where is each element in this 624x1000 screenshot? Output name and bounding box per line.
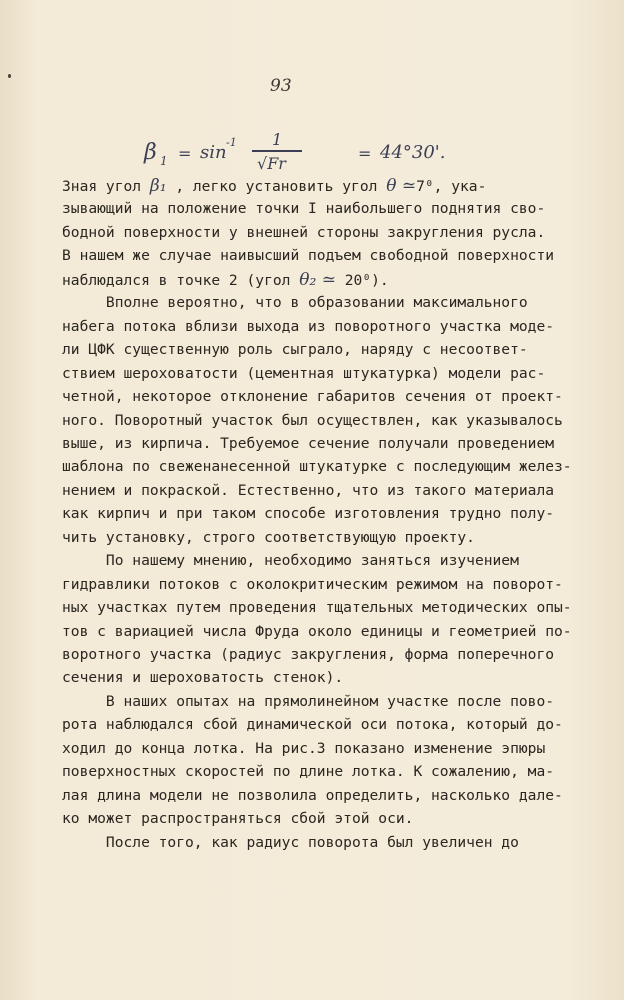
text-segment: четной, некоторое отклонение габаритов сечения от проект-: [62, 388, 563, 406]
text-segment: В наших опытах на прямолинейном участке после пово-: [62, 692, 555, 710]
formula-beta-symbol: β: [144, 140, 157, 165]
text-segment: бодной поверхности у внешней стороны закругления русла.: [62, 223, 546, 241]
formula-equals: =: [178, 144, 192, 163]
text-line: [62, 244, 554, 268]
text-segment: зывающий на положение точки I наибольшего поднятия сво-: [62, 200, 546, 218]
text-line: [62, 362, 545, 386]
text-segment: сечения и шероховатость стенок).: [62, 669, 344, 687]
text-segment: В нашем же случае наивысший подъем свободной поверхности: [62, 247, 555, 265]
text-segment: поверхностных скоростей по длине лотка. К сожалению, ма-: [62, 763, 555, 781]
text-segment: После того, как радиус поворота был увеличен до: [62, 833, 519, 851]
formula-denominator: √Fr: [257, 154, 286, 173]
text-line: [62, 526, 475, 550]
text-line: [62, 690, 554, 714]
text-line: [62, 760, 554, 784]
text-line: [62, 268, 389, 292]
text-segment: ных участках путем проведения тщательных методических опы-: [62, 599, 572, 617]
text-segment: ко может распространяться сбой этой оси.: [62, 810, 414, 828]
text-line: [62, 197, 545, 221]
text-line: [62, 713, 563, 737]
text-segment: набега потока вблизи выхода из поворотного участка моде-: [62, 317, 555, 335]
text-segment: лая длина модели не позволила определить, насколько дале-: [62, 786, 563, 804]
text-segment: , легко установить угол: [166, 178, 387, 195]
text-segment: гидравлики потоков с околокритическим режимом на поворот-: [62, 575, 563, 593]
text-line: [62, 807, 413, 831]
text-segment: выше, из кирпича. Требуемое сечение получали проведением: [62, 434, 555, 452]
text-line: [62, 502, 554, 526]
text-line: [62, 784, 563, 808]
text-segment: шаблона по свеженанесенной штукатурке с последующим желез-: [62, 458, 572, 476]
text-line: [62, 573, 563, 597]
text-line: [62, 666, 343, 690]
formula-fraction-bar: [252, 150, 302, 152]
text-line: [62, 596, 572, 620]
formula-equals-2: =: [358, 144, 372, 163]
text-segment: 7⁰, ука-: [416, 178, 487, 195]
text-segment: ходил до конца лотка. На рис.3 показано изменение эпюры: [62, 739, 546, 757]
text-line: [62, 737, 545, 761]
text-segment: чить установку, строго соответствующую проекту.: [62, 528, 475, 546]
text-segment: тов с вариацией числа Фруда около единицы и геометрией по-: [62, 622, 572, 640]
text-segment: воротного участка (радиус закругления, форма поперечного: [62, 646, 555, 663]
text-line: [62, 315, 554, 339]
handwritten-symbol: θ ≃: [386, 176, 417, 196]
formula-beta-subscript: 1: [160, 154, 168, 168]
paper-speck: [8, 74, 11, 78]
text-segment: 20⁰).: [335, 271, 389, 289]
text-segment: ствием шероховатости (цементная штукатурка) модели рас-: [62, 364, 546, 382]
text-line: [62, 174, 486, 198]
page-number: 93: [270, 76, 292, 96]
text-line: [62, 291, 528, 315]
handwritten-symbol: β₁: [149, 176, 167, 196]
text-line: [62, 620, 572, 644]
text-line: [62, 221, 545, 245]
text-segment: нением и покраской. Естественно, что из такого материала: [62, 481, 555, 499]
text-segment: Вполне вероятно, что в образовании максимального: [62, 294, 528, 312]
text-line: [62, 409, 563, 433]
text-segment: ного. Поворотный участок был осуществлен, как указывалось: [62, 411, 563, 429]
text-line: [62, 643, 554, 667]
text-segment: как кирпич и при таком способе изготовления трудно полу-: [62, 505, 555, 523]
text-segment: рота наблюдался сбой динамической оси потока, который до-: [62, 716, 563, 734]
text-segment: наблюдался в точке 2 (угол: [62, 271, 300, 289]
formula-superscript: -1: [226, 136, 237, 149]
text-segment: По нашему мнению, необходимо заняться изучением: [62, 552, 519, 570]
text-segment: Зная угол: [62, 178, 150, 195]
text-line: [62, 455, 572, 479]
formula-function: sin: [200, 142, 227, 163]
text-line: [62, 549, 519, 573]
formula-numerator: 1: [272, 130, 283, 149]
text-line: [62, 831, 519, 855]
text-line: [62, 385, 563, 409]
text-line: [62, 338, 528, 362]
formula-value: 44°30'.: [380, 142, 446, 163]
handwritten-symbol: θ₂ ≃: [299, 269, 336, 290]
text-line: [62, 479, 554, 503]
text-line: [62, 432, 554, 456]
text-segment: ли ЦФК существенную роль сыграло, наряду с несоответ-: [62, 341, 528, 359]
